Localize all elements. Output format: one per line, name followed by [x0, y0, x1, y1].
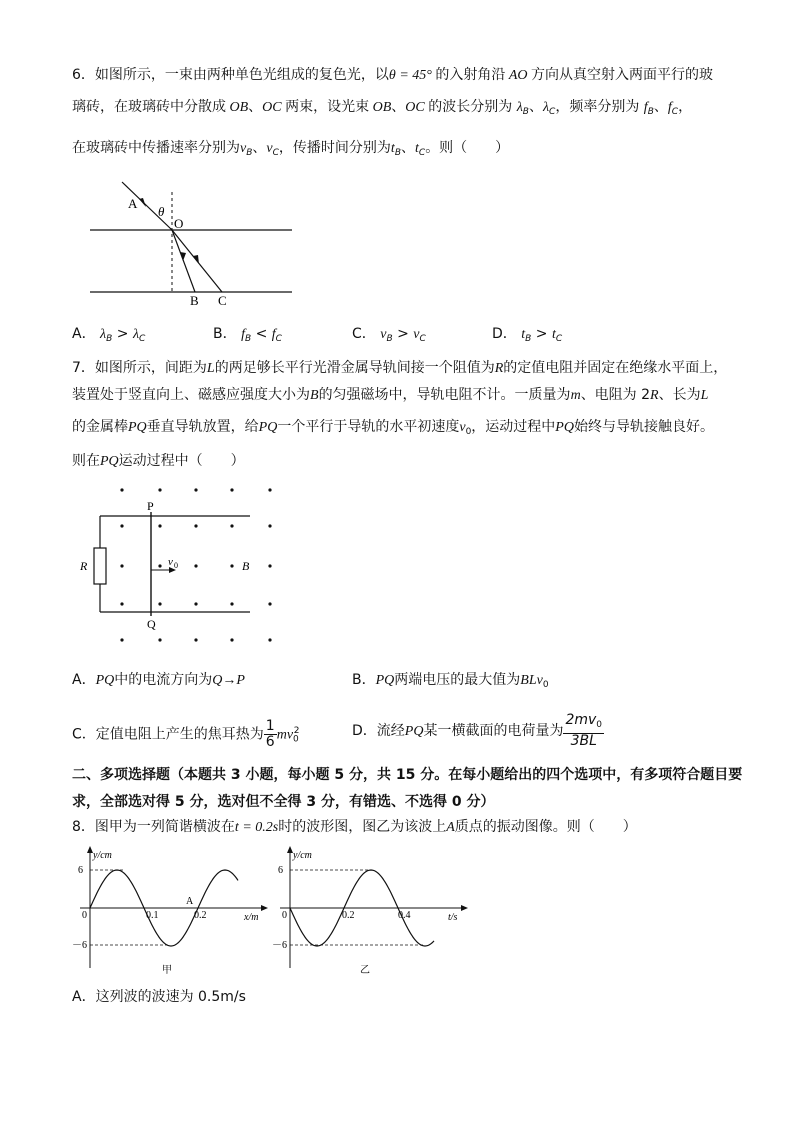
field-dot	[230, 602, 233, 605]
frac-one-sixth: $\frac{1}{6}$	[265, 718, 275, 751]
q7-option-a[interactable]: A．PQ中的电流方向为Q→P	[72, 672, 245, 688]
field-dot	[268, 564, 271, 567]
field-dot	[194, 638, 197, 641]
field-dot	[268, 524, 271, 527]
ray-ob	[172, 230, 195, 292]
label-a: A	[128, 196, 138, 211]
incident-arrow	[139, 198, 146, 207]
q7-rail-figure	[72, 476, 292, 656]
ray-ob-arrow	[180, 252, 186, 261]
q8-line1: 8．图甲为一列简谐横波在t = 0.2s时的波形图，图乙为该波上A质点的振动图像。则（ ）	[72, 819, 637, 835]
label-p: P	[147, 499, 154, 513]
q8-option-a[interactable]: A．这列波的波速为 0.5m/s	[72, 989, 246, 1005]
q6-refraction-figure	[80, 172, 310, 312]
field-dot	[194, 488, 197, 491]
label-b-field: B	[242, 559, 250, 573]
q8-wave-figure-jia	[72, 842, 272, 982]
tick-6: 6	[78, 865, 83, 876]
field-dot	[194, 602, 197, 605]
field-dot	[158, 488, 161, 491]
label-v0-sub: 0	[174, 561, 178, 570]
q7-option-d[interactable]: D．流经PQ某一横截面的电荷量为 $\frac{2mv_0}{3BL}$	[352, 712, 603, 749]
tick-0.1: 0.1	[146, 910, 159, 921]
q7-option-c[interactable]: C．定值电阻上产生的焦耳热为 $\frac{1}{6}$ $mv_0^2$	[72, 718, 300, 751]
q8-vibration-figure-yi	[272, 842, 472, 982]
q6-option-c[interactable]: C． $v_B > v_C$	[352, 326, 426, 344]
label-r: R	[80, 559, 88, 573]
field-dot	[158, 638, 161, 641]
field-dot	[120, 564, 123, 567]
field-dot	[158, 524, 161, 527]
q6-option-b[interactable]: B． $f_B < f_C$	[213, 326, 282, 344]
field-dot	[194, 524, 197, 527]
section2-heading-line1: 二、多项选择题（本题共 3 小题，每小题 5 分，共 15 分。在每小题给出的四个选项中，有多项符合题目要	[72, 767, 743, 783]
tick-6: 6	[278, 865, 283, 876]
field-dot	[230, 524, 233, 527]
tlabel: t/s	[448, 912, 458, 923]
q6-line1: 6．如图所示，一束由两种单色光组成的复色光，以θ = 45° 的入射角沿 AO 方向从真空射入两面平行的玻	[72, 67, 714, 83]
label-theta: θ	[158, 204, 165, 219]
tick-0.2: 0.2	[194, 910, 207, 921]
field-dot	[158, 564, 161, 567]
ylabel: y/cm	[293, 850, 312, 861]
field-dot	[120, 488, 123, 491]
field-dot	[268, 638, 271, 641]
tick-neg6: －6	[272, 940, 287, 951]
q6-line3: 在玻璃砖中传播速率分别为$v_B$、$v_C$，传播时间分别为$t_B$、$t_C$。则（ ）	[72, 140, 510, 158]
section2-heading-line2: 求，全部选对得 5 分，选对但不全得 3 分，有错选、不选得 0 分）	[72, 794, 495, 810]
origin: 0	[282, 910, 287, 921]
field-dot	[120, 638, 123, 641]
tick-0.4: 0.4	[398, 910, 411, 921]
q6-option-a[interactable]: A． $\lambda_B > \lambda_C$	[72, 326, 146, 344]
label-q: Q	[147, 617, 156, 631]
ray-oc-arrow	[193, 255, 199, 264]
resistor-r	[94, 548, 106, 584]
q7-option-b[interactable]: B．PQ两端电压的最大值为BLv$_0$	[352, 672, 549, 690]
field-dot	[268, 488, 271, 491]
field-dot	[158, 602, 161, 605]
field-dot	[268, 602, 271, 605]
label-v0: v	[168, 556, 173, 568]
field-dot	[194, 564, 197, 567]
point-a: A	[186, 896, 194, 907]
label-o: O	[174, 216, 184, 231]
q7-line2: 装置处于竖直向上、磁感应强度大小为B的匀强磁场中，导轨电阻不计。一质量为m、电阻为 2R、长为L	[72, 387, 709, 403]
origin: 0	[82, 910, 87, 921]
frac-charge: $\frac{2mv_0}{3BL}$	[565, 712, 603, 749]
caption-yi: 乙	[360, 965, 370, 976]
field-dot	[230, 638, 233, 641]
field-dot	[120, 524, 123, 527]
field-dot	[230, 488, 233, 491]
q7-line4: 则在PQ运动过程中（ ）	[72, 453, 245, 469]
tick-neg6: －6	[72, 940, 87, 951]
field-dot	[230, 564, 233, 567]
q7-line3: 的金属棒PQ垂直导轨放置，给PQ一个平行于导轨的水平初速度$v_0$，运动过程中PQ始终与导轨接触良好。	[72, 419, 714, 437]
label-b: B	[190, 293, 199, 308]
caption-jia: 甲	[162, 965, 172, 976]
q6-option-d[interactable]: D． $t_B > t_C$	[492, 326, 563, 344]
xlabel: x/m	[244, 912, 259, 923]
tick-0.2: 0.2	[342, 910, 355, 921]
ylabel: y/cm	[93, 850, 112, 861]
label-c: C	[218, 293, 227, 308]
q7-line1: 7．如图所示，间距为L的两足够长平行光滑金属导轨间接一个阻值为R的定值电阻并固定在绝缘水平面上，	[72, 360, 728, 376]
q6-line2: 璃砖，在玻璃砖中分散成 OB、OC 两束，设光束 OB、OC 的波长分别为 $\lambda_B$、$\lambda_C$，频率分别为 $f_B$、$f_C$，	[72, 99, 693, 117]
field-dot	[120, 602, 123, 605]
